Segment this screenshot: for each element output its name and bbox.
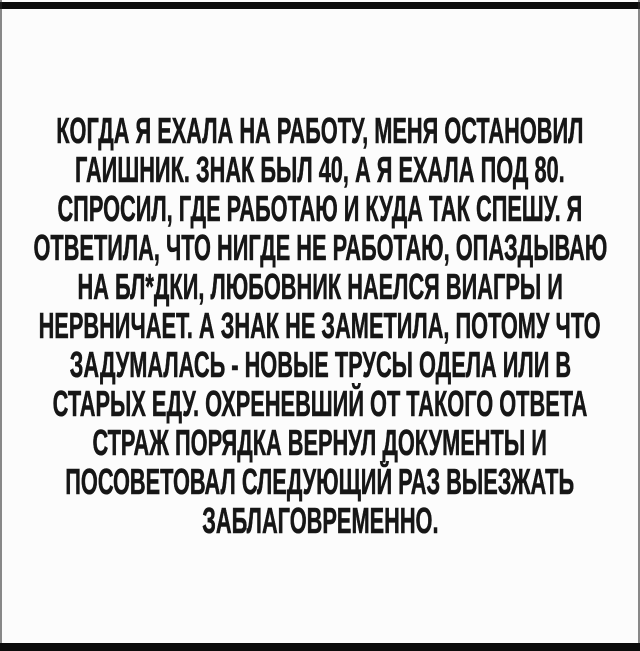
meme-text-line-content: ЗАБЛАГОВРЕМЕННО. bbox=[201, 500, 439, 541]
meme-text-line-content: КОГДА Я ЕХАЛА НА РАБОТУ, МЕНЯ ОСТАНОВИЛ bbox=[56, 110, 584, 151]
meme-text-line bbox=[0, 267, 640, 306]
meme-text-line bbox=[0, 150, 640, 189]
meme-text-line bbox=[0, 189, 640, 228]
meme-text-line bbox=[0, 228, 640, 267]
meme-text-line-content: СТРАЖ ПОРЯДКА ВЕРНУЛ ДОКУМЕНТЫ И bbox=[92, 422, 548, 463]
meme-text-line bbox=[0, 345, 640, 384]
meme-text-line bbox=[0, 423, 640, 462]
meme-text-line bbox=[0, 111, 640, 150]
meme-text-line bbox=[0, 384, 640, 423]
meme-text-line-content: СПРОСИЛ, ГДЕ РАБОТАЮ И КУДА ТАК СПЕШУ. Я bbox=[57, 188, 583, 229]
meme-text-line-content: НА БЛ*ДКИ, ЛЮБОВНИК НАЕЛСЯ ВИАГРЫ И bbox=[77, 266, 563, 307]
meme-text-line-content: ГАИШНИК. ЗНАК БЫЛ 40, А Я ЕХАЛА ПОД 80. bbox=[75, 149, 565, 190]
bottom-border-bar bbox=[0, 643, 640, 651]
meme-text-line bbox=[0, 462, 640, 501]
meme-text-line-content: ПОСОВЕТОВАЛ СЛЕДУЮЩИЙ РАЗ ВЫЕЗЖАТЬ bbox=[65, 461, 575, 502]
meme-text-line-content: ОТВЕТИЛА, ЧТО НИГДЕ НЕ РАБОТАЮ, ОПАЗДЫВАЮ bbox=[33, 227, 607, 268]
meme-text bbox=[0, 111, 640, 540]
meme-text-line bbox=[125, 501, 516, 540]
meme-text-line-content: СТАРЫХ ЕДУ. ОХРЕНЕВШИЙ ОТ ТАКОГО ОТВЕТА bbox=[52, 383, 588, 424]
meme-text-line bbox=[0, 306, 640, 345]
meme-text-line-content: ЗАДУМАЛАСЬ - НОВЫЕ ТРУСЫ ОДЕЛА ИЛИ В bbox=[69, 344, 571, 385]
meme-text-line-content: НЕРВНИЧАЕТ. А ЗНАК НЕ ЗАМЕТИЛА, ПОТОМУ ЧТО bbox=[39, 305, 601, 346]
top-border-bar bbox=[0, 2, 640, 9]
